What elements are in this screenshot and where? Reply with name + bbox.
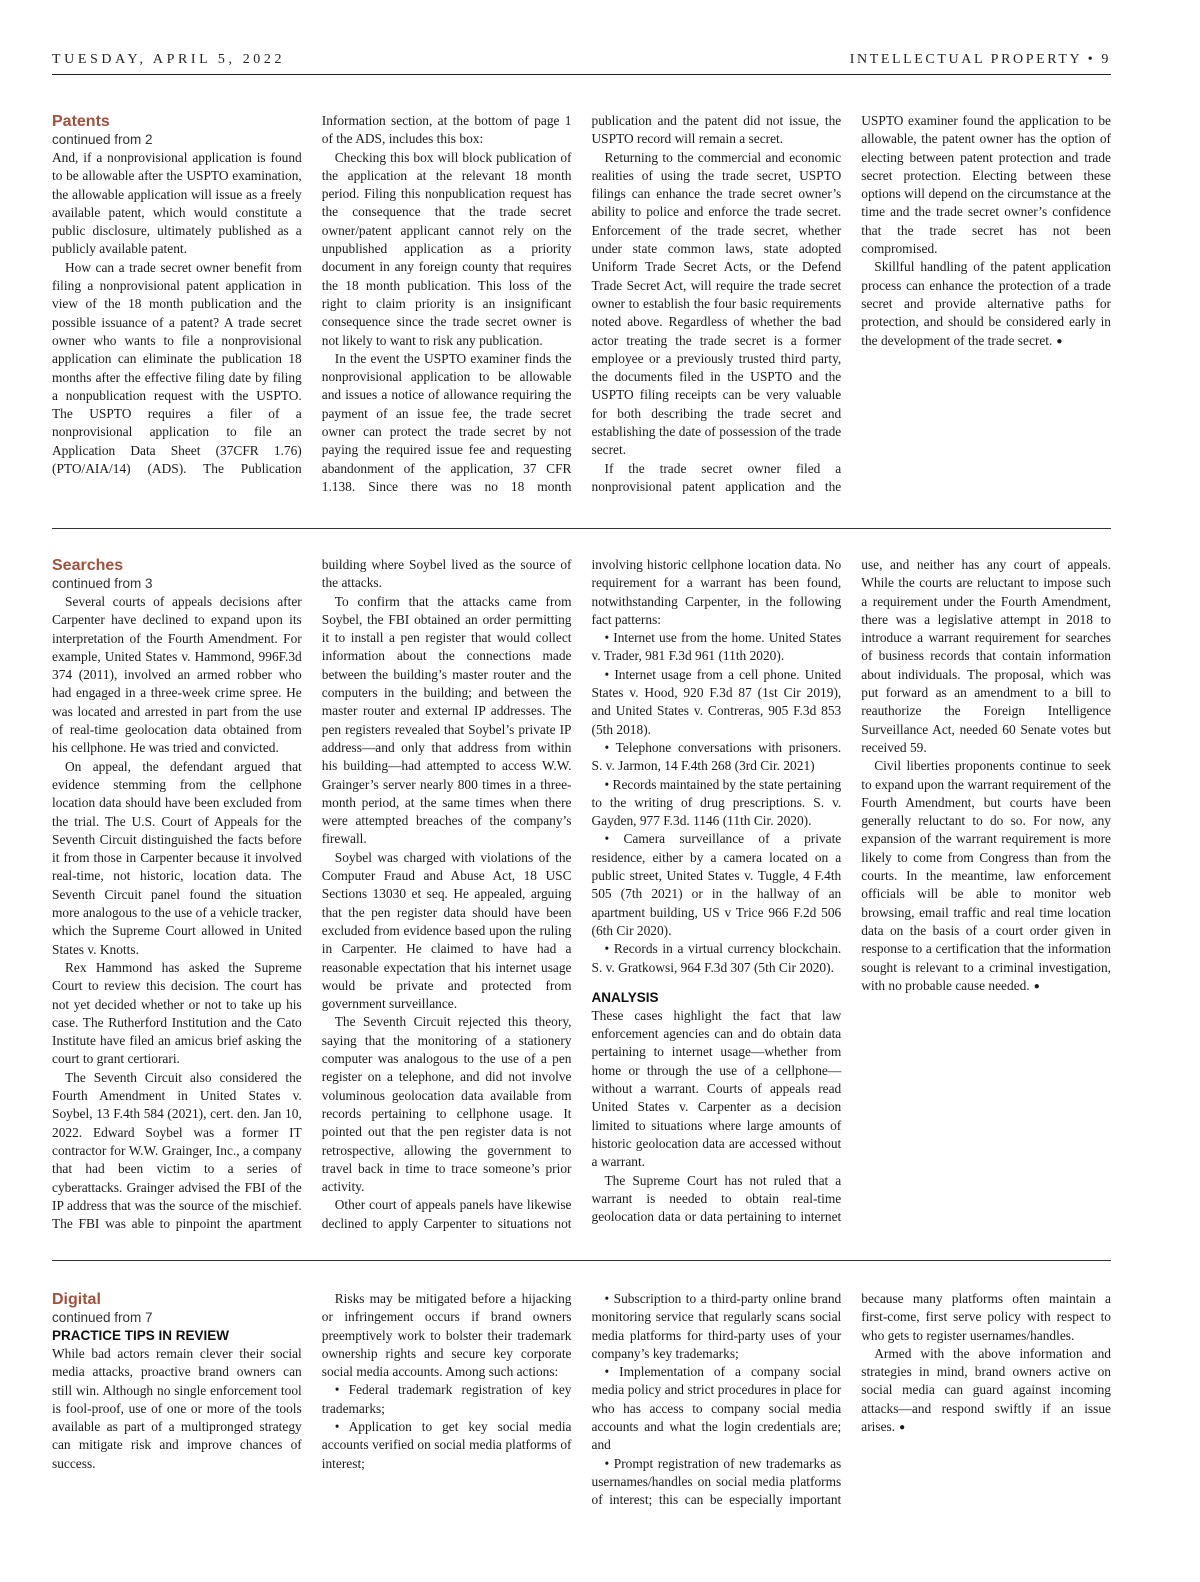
end-mark-icon: ● [899, 1422, 906, 1434]
searches-paragraph: These cases highlight the fact that law enforcement agencies can and do obtain data pertaining to internet usage—whether from home or through the use of a cellphone—without a warrant. Courts of appeals read United States v. Carpenter as a decision limited to situations where large amounts of historic geolocation data are accessed without a warrant. [591, 1007, 842, 1170]
digital-bullet: • Subscription to a third-party online brand monitoring service that regularly scans social media platforms for third-party uses of your company’s key trademarks; [591, 1291, 842, 1361]
digital-bullet: • Implementation of a company social media policy and strict procedures in place for who has access to company social media accounts and what the login credentials are; and [591, 1364, 842, 1453]
patents-columns [52, 112, 1111, 502]
digital-title: Digital [52, 1291, 101, 1308]
practice-tips-heading: PRACTICE TIPS IN REVIEW [52, 1328, 230, 1343]
searches-bullet: • Internet use from the home. United States v. Trader, 981 F.3d 961 (11th 2020). [591, 630, 842, 664]
analysis-heading: ANALYSIS [591, 989, 659, 1005]
searches-bullet: • Telephone conversations with prisoners. S. v. Jarmon, 14 F.4th 268 (3rd Cir. 2021) [591, 739, 842, 774]
patents-section [52, 112, 1111, 502]
header-publication: INTELLECTUAL PROPERTY • 9 [849, 52, 1111, 67]
searches-paragraph: Rex Hammond has asked the Supreme Court to review this decision. The court has not yet decided whether or not to take up his case. The Rutherford Institution and the Cato Institute have filed an amicus brief asking the court to grant certiorari. [52, 959, 302, 1067]
patents-paragraph: And, if a nonprovisional application is found to be allowable after the USPTO examination, the allowable application will issue as a freely available patent, which would constitute a public disclosure, ultimately published as a publicly available patent. [52, 150, 302, 257]
searches-paragraph-text: Civil liberties proponents continue to seek to expand upon the warrant requirement of the Fourth Amendment, but courts have been generally reluctant to do so. For now, any expansion of the warrant requirement is more likely to come from Congress than from the courts. In the meantime, law enforcement officials will be able to monitor web browsing, email traffic and real time location data on the basis of a court order given in response to a certification that the information sought is relevant to a criminal investigation, with no probable cause needed. [861, 758, 1111, 993]
patents-title: Patents [52, 113, 110, 130]
end-mark-icon: ● [1033, 980, 1040, 992]
digital-paragraph-text: Armed with the above information and strategies in mind, brand owners active on social media can guard against incoming attacks—and respond swiftly if an issue arises. [861, 1345, 1111, 1435]
searches-paragraph-last [861, 757, 1111, 996]
searches-continued: continued from 3 [52, 576, 153, 591]
section-divider [52, 528, 1111, 529]
patents-paragraph-last [861, 258, 1111, 350]
searches-bullet: • Records in a virtual currency blockchain. S. v. Gratkowsi, 964 F.3d 307 (5th Cir 2020). [591, 941, 842, 975]
searches-paragraph: To confirm that the attacks came from Soybel, the FBI obtained an order permitting it to install a pen register that would collect information about the connections made between the building’s master router and the computers in the building; and between the master router and external IP addresses. The pen registers revealed that Soybel’s private IP address—and only that address from within his building—had attempted to access W.W. Grainger’s server nearly 800 times in a three-month period, at the same times when there were attempted breaches of the company’s firewall. [321, 593, 572, 847]
digital-continued: continued from 7 [52, 1310, 153, 1325]
running-header [52, 52, 1111, 75]
digital-columns [52, 1290, 1111, 1510]
searches-title: Searches [52, 557, 124, 574]
searches-bullet: • Records maintained by the state pertaining to the writing of drug prescriptions. S. v. Gayden, 977 F.3d. 1146 (11th Cir. 2020). [591, 776, 842, 829]
searches-paragraph: Soybel was charged with violations of the Computer Fraud and Abuse Act, 18 USC Sections 13030 et seq. He appealed, arguing that the pen register data should have been excluded from evidence based upon the ruling in Carpenter. He claimed to have had a reasonable expectation that his internet usage would be private and protected from government surveillance. [321, 849, 572, 1012]
searches-paragraph: Several courts of appeals decisions after Carpenter have declined to expand upon its interpretation of the Fourth Amendment. For example, United States v. Hammond, 996F.3d 374 (2011), involved an armed robber who had engaged in a three-week crime spree. He was located and arrested in part from the use of real-time geolocation data obtained from his cellphone. He was tried and convicted. [52, 594, 302, 756]
digital-bullet: • Prompt registration of new trademarks as usernames/handles on social media platforms of interest; this can be especially important because many platforms often maintain a first-come, first serve policy with respect to who gets to register usernames/handles. [591, 1291, 1111, 1508]
digital-bullet: • Application to get key social media accounts verified on social media platforms of interest; [321, 1419, 572, 1471]
searches-paragraph: Other court of appeals panels have likewise declined to apply Carpenter to situations not involving historic cellphone location data. No requirement for a warrant has been found, notwithstanding Carpenter, in the following fact patterns: [321, 557, 842, 1231]
patents-paragraph-text: Skillful handling of the patent application process can enhance the protection of a trade secret and provide alternative paths for protection, and should be considered early in the development of the trade secret. [861, 259, 1111, 348]
patents-paragraph: How can a trade secret owner benefit from filing a nonprovisional patent application in view of the 18 month publication and the possible issuance of a patent? A trade secret owner who wants to file a nonprovisional application can eliminate the publication 18 months after the effective filing date by filing a nonpublication request with the USPTO. The USPTO requires a filer of a nonprovisional application to file an Application Data Sheet (37CFR 1.76) (PTO/AIA/14) (ADS). The Publication Information section, at the bottom of page 1 of the ADS, includes this box: [52, 113, 572, 477]
digital-bullet: • Federal trademark registration of key trademarks; [321, 1382, 572, 1416]
digital-paragraph: While bad actors remain clever their social media attacks, proactive brand owners can still win. Although no single enforcement tool is fool-proof, use of one or more of the tools available as part of a multipronged strategy can mitigate risk and improve chances of success. [52, 1346, 302, 1471]
searches-paragraph: The Seventh Circuit also considered the Fourth Amendment in United States v. Soybel, 13 F.4th 584 (2021), cert. den. Jan 10, 2022. Edward Soybel was a former IT contractor for W.W. Grainger, Inc., a company that had been victim to a series of cyberattacks. Grainger advised the FBI of the IP address that was the source of the mischief. The FBI was able to pinpoint the apartment building where Soybel lived as the source of the attacks. [52, 557, 572, 1232]
end-mark-icon: ● [1056, 335, 1063, 347]
patents-paragraph: Checking this box will block publication of the application at the relevant 18 month period. Filing this nonpublication request has the consequence that the trade secret owner/patent applicant cannot rely on the unpublished application as a priority document in any foreign county that requires the 18 month publication. This loss of the right to claim priority is an insignificant consequence since the trade secret owner is not likely to want to risk any publication. [321, 149, 572, 348]
patents-paragraph: Returning to the commercial and economic realities of using the trade secret, USPTO filings can enhance the trade secret owner’s ability to police and enforce the trade secret. Enforcement of the trade secret, whether under state common laws, state adopted Uniform Trade Secret Acts, or the Defend Trade Secret Act, will require the trade secret owner to establish the four basic requirements noted above. Regardless of whether the bad actor treating the trade secret is a former employee or a previously trusted third party, the documents filed in the USPTO and the USPTO filing receipts can be very valuable for both describing the trade secret and establishing the date of possession of the trade secret. [591, 149, 842, 458]
searches-paragraph: The Supreme Court has not ruled that a warrant is needed to obtain real-time geolocation data or data pertaining to internet use, and neither has any court of appeals. While the courts are reluctant to impose such a requirement under the Fourth Amendment, there was a legislative attempt in 2018 to introduce a warrant requirement for searches of business records that contain information about individuals. The proposal, which was put forward as an amendment to a bill to reauthorize the Foreign Intelligence Surveillance Act, needed 60 Senate votes but received 59. [591, 557, 1111, 1225]
digital-section [52, 1290, 1111, 1510]
searches-bullet: • Internet usage from a cell phone. United States v. Hood, 920 F.3d 87 (1st Cir 2019), and United States v. Contreras, 905 F.3d 853 (5th 2018). [591, 666, 842, 737]
digital-paragraph-last [861, 1345, 1111, 1437]
header-date: TUESDAY, APRIL 5, 2022 [52, 52, 286, 67]
searches-paragraph: On appeal, the defendant argued that evidence stemming from the cellphone location data should have been excluded from the trial. The U.S. Court of Appeals for the Seventh Circuit distinguished the facts before it from those in Carpenter because it involved real-time, not historic, location data. The Seventh Circuit panel found the situation more analogous to the use of a vehicle tracker, which the Supreme Court allowed in United States v. Knotts. [52, 758, 302, 957]
searches-section [52, 556, 1111, 1236]
patents-paragraph: If the trade secret owner filed a nonprovisional patent application and the USPTO examiner found the application to be allowable, the patent owner has the option of electing between patent protection and trade secret protection. Electing between these options will depend on the circumstance at the time and the trade secret owner’s confidence that the trade secret has not been compromised. [591, 113, 1111, 494]
section-divider [52, 1260, 1111, 1261]
searches-columns [52, 556, 1111, 1236]
searches-paragraph: The Seventh Circuit rejected this theory, saying that the monitoring of a stationery computer was analogous to the use of a pen register on a telephone, and did not involve voluminous geolocation data available from records pertaining to cellphone usage. It pointed out that the pen register data is not retrospective, allowing the government to travel back in time to trace someone’s prior activity. [321, 1014, 572, 1195]
digital-paragraph: Risks may be mitigated before a hijacking or infringement occurs if brand owners preemptively work to bolster their trademark ownership rights and secure key corporate social media accounts. Among such actions: [321, 1291, 572, 1380]
patents-continued: continued from 2 [52, 132, 153, 147]
searches-bullet: • Camera surveillance of a private residence, either by a camera located on a public street, United States v. Tuggle, 4 F.4th 505 (7th 2021) or in the hallway of an apartment building, US v Trice 966 F.2d 506 (6th Cir 2020). [591, 831, 842, 938]
patents-paragraph: In the event the USPTO examiner finds the nonprovisional application to be allowable and issues a notice of allowance requiring the payment of an issue fee, the trade secret owner can protect the trade secret by not paying the required issue fee and requesting abandonment of the application, 37 CFR 1.138. Since there was no 18 month publication and the patent did not issue, the USPTO record will remain a secret. [321, 113, 842, 494]
